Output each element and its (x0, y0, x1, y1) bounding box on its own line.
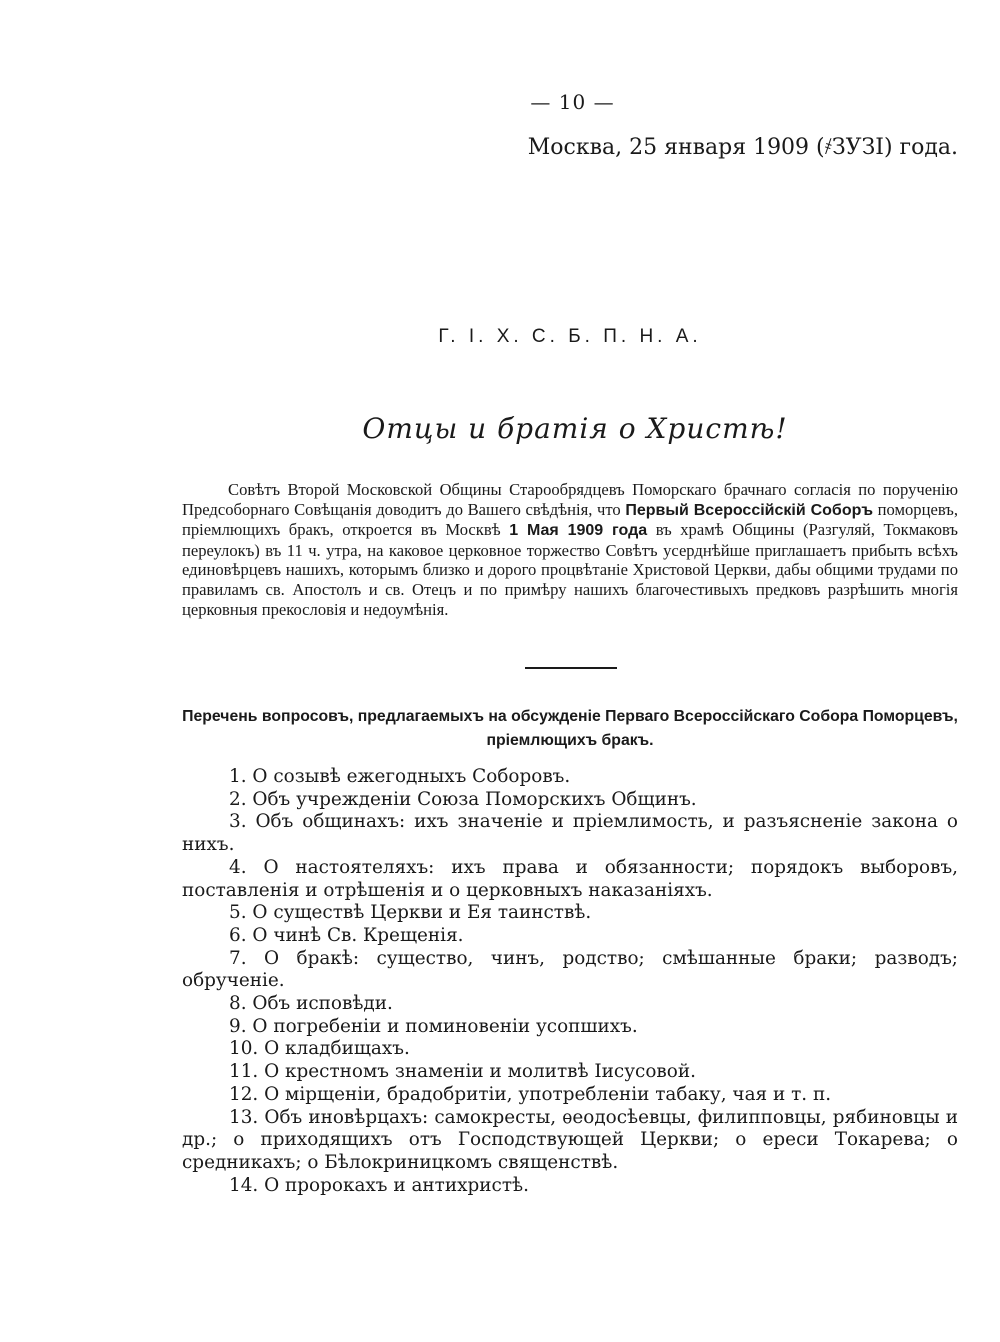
intro-text-1: Совѣтъ Второй Московской Общины Старообрядцевъ Поморскаго брачнаго согласія по порученію Предсоборнаго Совѣщанія доводитъ до Вашего свѣдѣнія, что (182, 480, 958, 519)
question-number: 10. (229, 1038, 259, 1060)
question-text: Объ исповѣди. (252, 993, 393, 1015)
question-number: 8. (229, 993, 247, 1015)
question-item (182, 1175, 958, 1198)
question-text: Объ учрежденіи Союза Поморскихъ Общинъ. (252, 788, 697, 810)
question-number: 1. (229, 766, 247, 787)
intro-bold-council: Первый Всероссійскій Соборъ (625, 501, 874, 519)
question-item (182, 925, 958, 948)
intro-paragraph (182, 480, 958, 619)
intro-bold-date: 1 Мая 1909 года (509, 522, 648, 540)
question-item (182, 1016, 958, 1039)
question-text: О крестномъ знаменіи и молитвѣ Іисусовой. (264, 1061, 696, 1083)
question-number: 3. (229, 811, 247, 833)
question-item (182, 1061, 958, 1084)
questions-list (182, 766, 958, 1197)
question-text: О пророкахъ и антихристѣ. (264, 1174, 529, 1196)
question-text: О существѣ Церкви и Ея таинствѣ. (252, 902, 592, 924)
question-item (182, 1107, 958, 1175)
intro-text-3: въ храмѣ Общины (Разгуляй, Токмаковъ переулокъ) въ 11 ч. утра, на каковое церковное торжество Совѣтъ усерднѣйше приглашаетъ прибыть всѣхъ единовѣрцевъ нашихъ, которымъ близко и дорого процвѣтаніе Христовой Церкви, дабы общими трудами по правиламъ св. Апостолъ и св. Отецъ и по примѣру нашихъ благочестивыхъ предковъ разрѣшить многія церковныя прекословія и недоумѣнія. (182, 520, 959, 619)
question-number: 13. (229, 1106, 259, 1128)
question-item (182, 811, 958, 856)
question-item (182, 948, 958, 993)
list-heading: Перечень вопросовъ, предлагаемыхъ на обсужденіе Перваго Всероссійскаго Собора Поморцевъ, пріемлющихъ бракъ. (182, 708, 958, 749)
question-text: Объ иновѣрцахъ: самокресты, ѳеодосѣевцы, филипповцы, рябиновцы и др.; о приходящихъ отъ Господствующей Церкви; о ереси Токарева; о средникахъ; о Бѣлокриницкомъ священствѣ. (182, 1106, 958, 1173)
section-divider (525, 667, 617, 669)
question-number: 6. (229, 924, 247, 946)
question-item (182, 1038, 958, 1061)
question-number: 12. (229, 1083, 259, 1105)
question-item (182, 789, 958, 812)
question-item (182, 857, 958, 902)
question-number: 4. (229, 856, 247, 878)
salutation: Отцы и братія о Христѣ! (362, 412, 788, 445)
question-item (182, 766, 958, 789)
question-text: О мірщеніи, брадобритіи, употребленіи табаку, чая и т. п. (264, 1083, 832, 1105)
question-text: О настоятеляхъ: ихъ права и обязанности; порядокъ выборовъ, поставленія и отрѣшенія и о церковныхъ наказаніяхъ. (182, 856, 958, 901)
question-text: О бракѣ: существо, чинъ, родство; смѣшанные браки; разводъ; обрученіе. (182, 947, 958, 992)
question-number: 11. (229, 1061, 259, 1083)
question-text: О кладбищахъ. (264, 1038, 410, 1060)
dateline: Москва, 25 января 1909 (҂ЗУЗІ) года. (527, 135, 958, 160)
initials-heading: Г. І. Х. С. Б. П. Н. А. (438, 326, 702, 347)
question-item (182, 902, 958, 925)
question-text: О погребеніи и поминовеніи усопшихъ. (252, 1015, 638, 1037)
intro-text-2: поморцевъ, пріемлющихъ бракъ, откроется въ Москвѣ (182, 499, 958, 540)
question-number: 7. (229, 947, 247, 969)
question-text: О чинѣ Св. Крещенія. (252, 924, 464, 946)
question-item (182, 993, 958, 1016)
question-text: О созывѣ ежегодныхъ Соборовъ. (252, 766, 571, 787)
question-item (182, 1084, 958, 1107)
question-number: 9. (229, 1015, 247, 1037)
question-number: 2. (229, 788, 247, 810)
question-number: 14. (229, 1174, 259, 1196)
page-number: — 10 — (530, 90, 615, 114)
question-text: Объ общинахъ: ихъ значеніе и пріемлимость, и разъясненіе закона о нихъ. (182, 811, 958, 856)
question-number: 5. (229, 902, 247, 924)
